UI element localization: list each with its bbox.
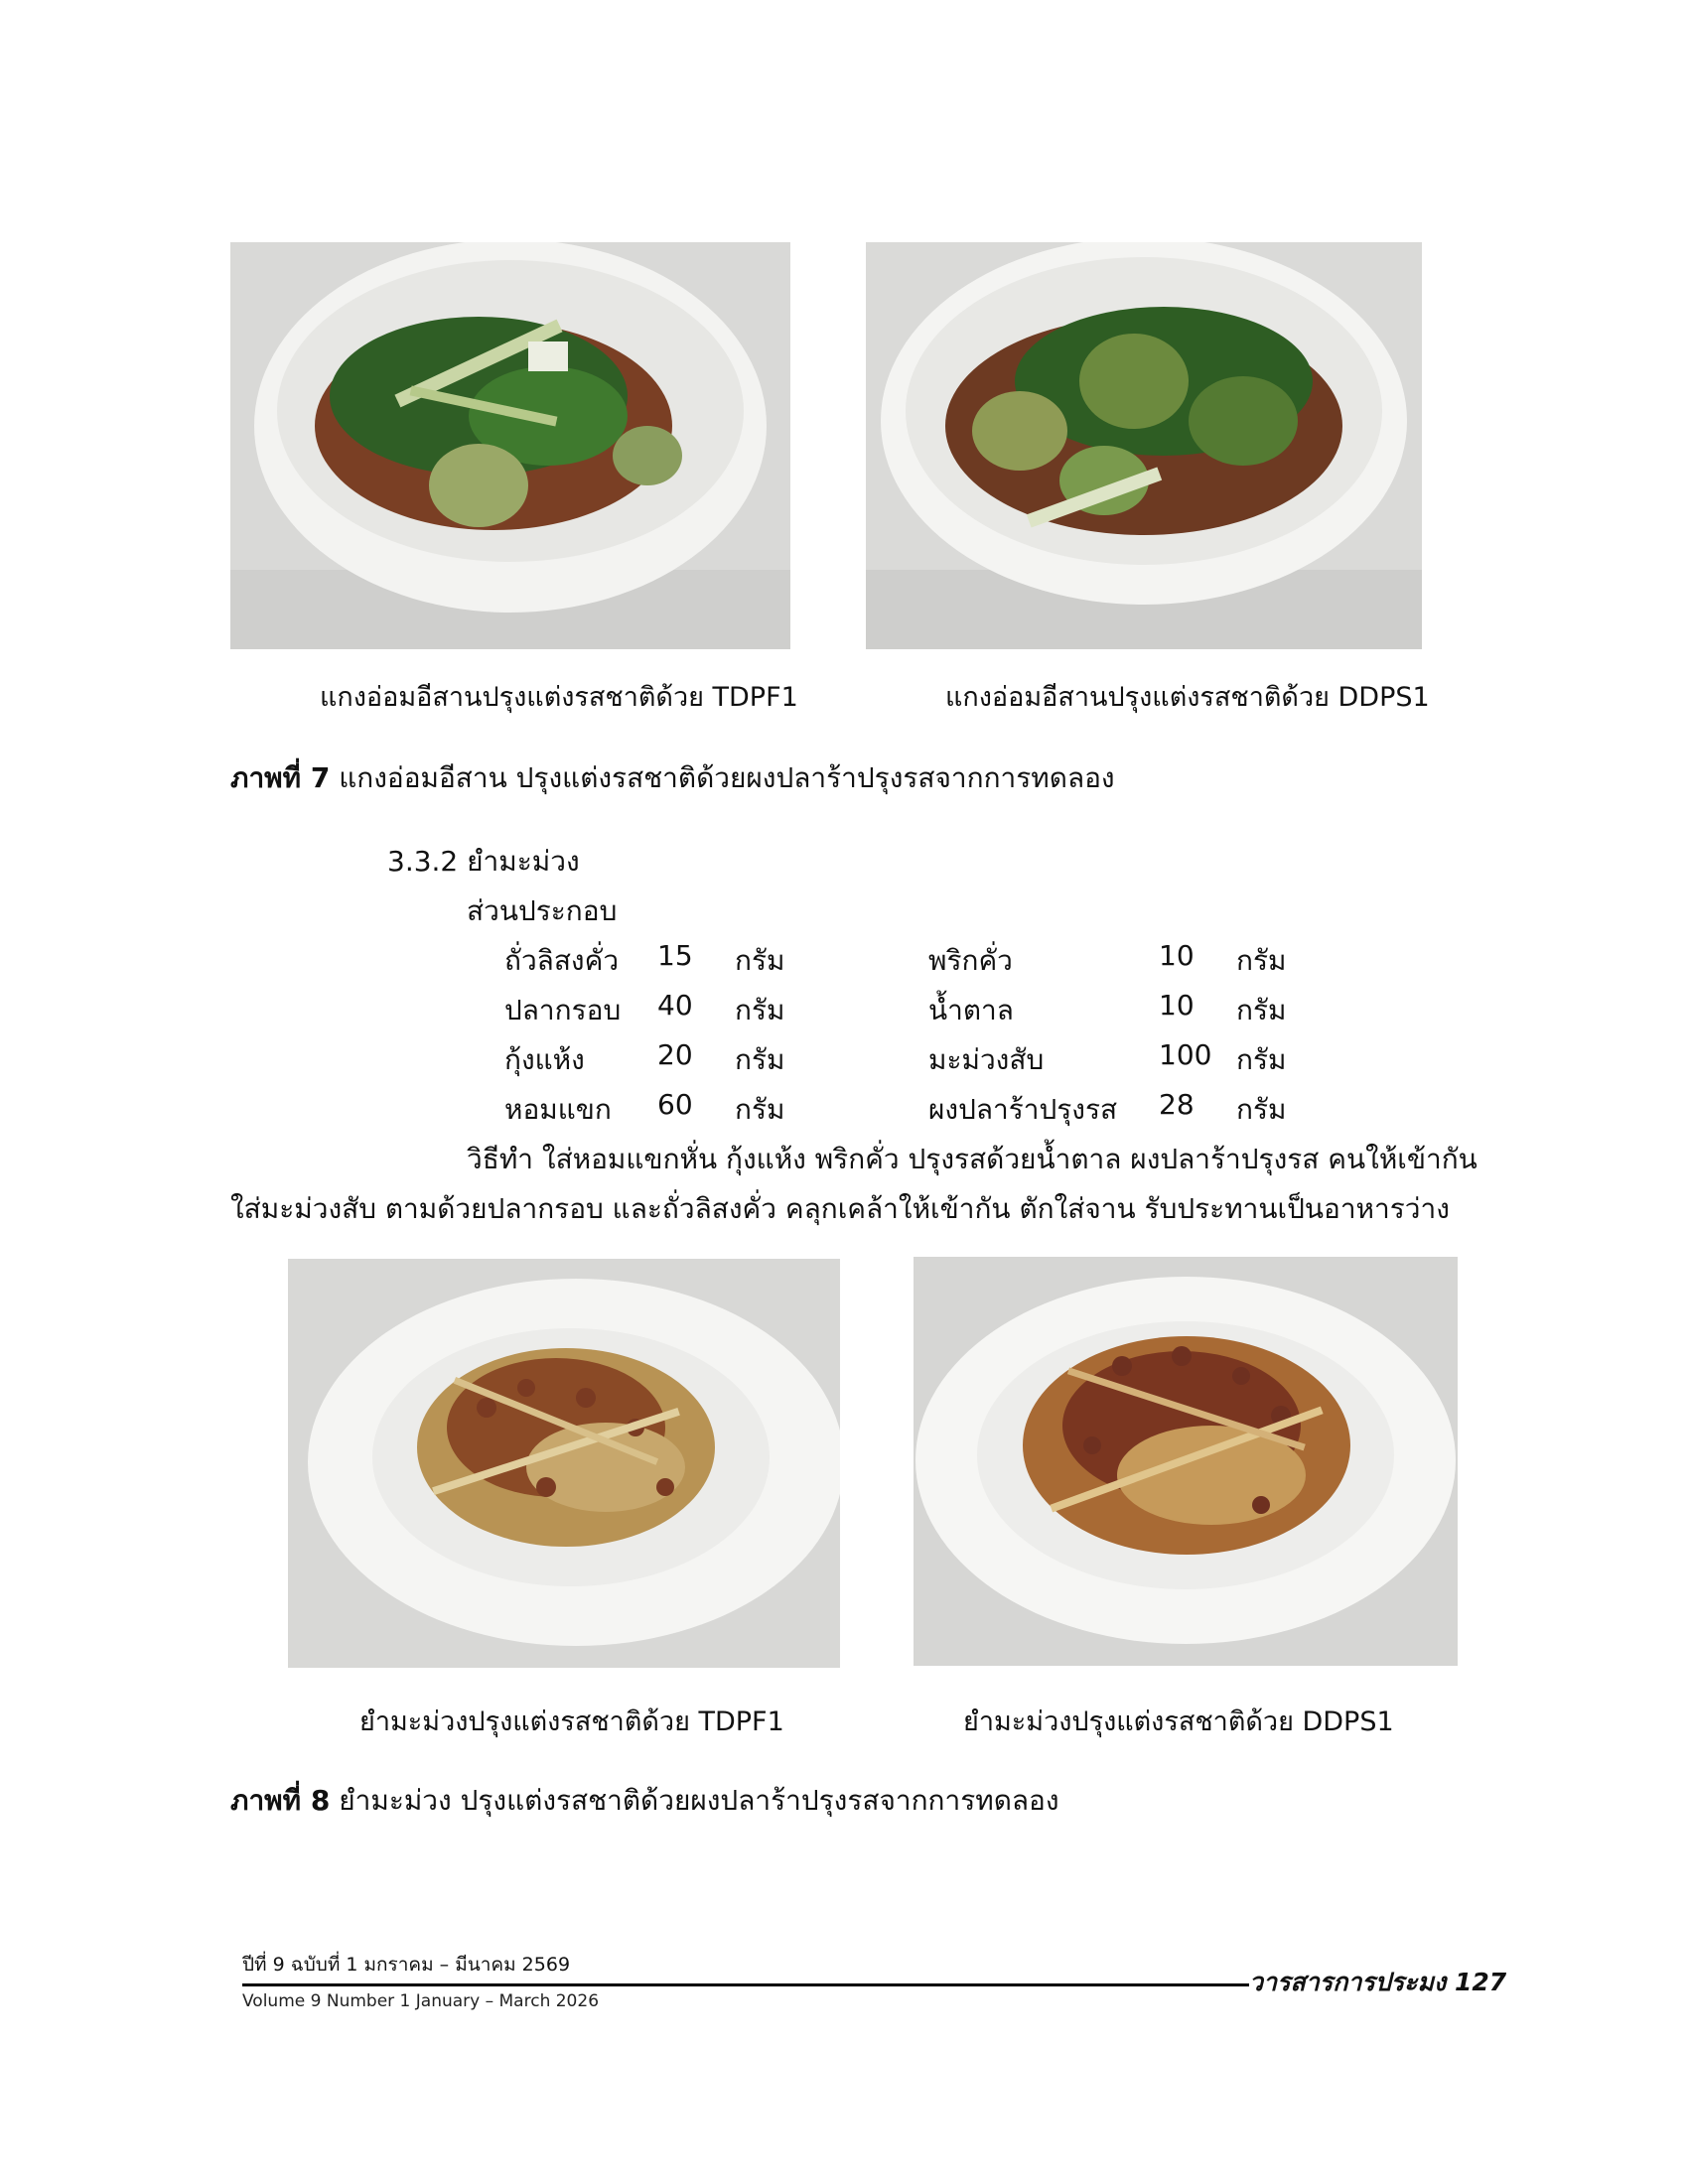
ingredient-qty: 10 bbox=[1159, 989, 1195, 1022]
ingredient-name: น้ำตาล bbox=[928, 994, 1014, 1026]
figure7-title bbox=[230, 756, 1115, 800]
photo-kaeng-om-ddps1 bbox=[866, 242, 1422, 649]
ingredient-name: มะม่วงสับ bbox=[928, 1043, 1045, 1076]
figure8-title-text: ยำมะม่วง ปรุงแต่งรสชาติด้วยผงปลาร้าปรุงรสจากการทดลอง bbox=[330, 1784, 1059, 1817]
ingredient-name: ปลากรอบ bbox=[504, 994, 622, 1026]
ingredient-qty: 10 bbox=[1159, 939, 1195, 972]
footer-volume-english: Volume 9 Number 1 January – March 2026 bbox=[242, 1991, 600, 2011]
ingredient-name: ผงปลาร้าปรุงรส bbox=[928, 1093, 1118, 1126]
photo-yam-mamuang-ddps1 bbox=[914, 1257, 1458, 1666]
ingredient-qty: 40 bbox=[657, 989, 693, 1022]
ingredients-title: ส่วนประกอบ bbox=[467, 894, 618, 927]
photo-kaeng-om-tdpf1 bbox=[230, 242, 790, 649]
ingredient-qty: 28 bbox=[1159, 1088, 1195, 1121]
ingredient-name: ถั่วลิสงคั่ว bbox=[504, 944, 620, 977]
ingredient-unit: กรัม bbox=[1236, 1043, 1287, 1076]
ingredient-name: กุ้งแห้ง bbox=[504, 1043, 585, 1076]
ingredient-qty: 60 bbox=[657, 1088, 693, 1121]
method-line-2: ใส่มะม่วงสับ ตามด้วยปลากรอบ และถั่วลิสงคั่ว คลุกเคล้าให้เข้ากัน ตักใส่จาน รับประทานเป็นอาหารว่าง bbox=[230, 1192, 1450, 1225]
ingredient-row bbox=[0, 1088, 1688, 1128]
ingredient-unit: กรัม bbox=[1236, 944, 1287, 977]
ingredient-qty: 20 bbox=[657, 1038, 693, 1071]
ingredient-unit: กรัม bbox=[735, 994, 785, 1026]
ingredient-qty: 100 bbox=[1159, 1038, 1212, 1071]
footer-issue-thai: ปีที่ 9 ฉบับที่ 1 มกราคม – มีนาคม 2569 bbox=[242, 1954, 571, 1976]
figure8-caption-left: ยำมะม่วงปรุงแต่งรสชาติด้วย TDPF1 bbox=[359, 1706, 784, 1737]
ingredient-row bbox=[0, 989, 1688, 1028]
figure7-label: ภาพที่ 7 bbox=[230, 761, 331, 794]
ingredient-unit: กรัม bbox=[1236, 1093, 1287, 1126]
figure7-caption-left: แกงอ่อมอีสานปรุงแต่งรสชาติด้วย TDPF1 bbox=[320, 682, 798, 713]
photo-yam-mamuang-tdpf1 bbox=[288, 1259, 840, 1668]
ingredient-unit: กรัม bbox=[735, 1043, 785, 1076]
method-line-1: วิธีทำ ใส่หอมแขกหั่น กุ้งแห้ง พริกคั่ว ปรุงรสด้วยน้ำตาล ผงปลาร้าปรุงรส คนให้เข้ากัน bbox=[467, 1143, 1477, 1175]
ingredient-row bbox=[0, 939, 1688, 979]
footer-journal-page: วารสารการประมง 127 bbox=[1249, 1968, 1507, 1996]
ingredient-unit: กรัม bbox=[735, 944, 785, 977]
figure7-title-text: แกงอ่อมอีสาน ปรุงแต่งรสชาติด้วยผงปลาร้าปรุงรสจากการทดลอง bbox=[330, 761, 1115, 794]
ingredient-name: พริกคั่ว bbox=[928, 944, 1013, 977]
ingredient-name: หอมแขก bbox=[504, 1093, 612, 1126]
ingredient-row bbox=[0, 1038, 1688, 1078]
figure8-caption-right: ยำมะม่วงปรุงแต่งรสชาติด้วย DDPS1 bbox=[963, 1706, 1394, 1737]
ingredient-unit: กรัม bbox=[735, 1093, 785, 1126]
footer-rule bbox=[242, 1983, 1249, 1986]
figure7-caption-right: แกงอ่อมอีสานปรุงแต่งรสชาติด้วย DDPS1 bbox=[945, 682, 1430, 713]
figure8-title bbox=[230, 1779, 1059, 1823]
ingredient-qty: 15 bbox=[657, 939, 693, 972]
section-heading: 3.3.2 ยำมะม่วง bbox=[387, 845, 580, 878]
figure8-label: ภาพที่ 8 bbox=[230, 1784, 331, 1817]
ingredient-unit: กรัม bbox=[1236, 994, 1287, 1026]
